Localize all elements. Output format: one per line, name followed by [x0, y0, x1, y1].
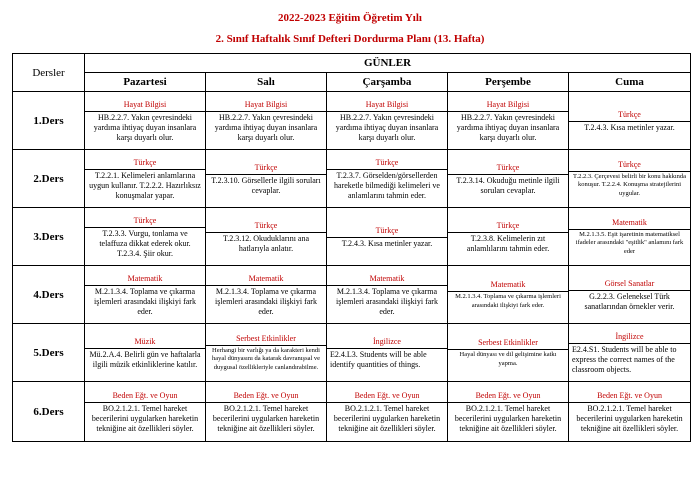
- plan-cell: [569, 382, 691, 442]
- plan-cell: [327, 150, 448, 208]
- subject-label: Müzik: [85, 335, 205, 349]
- plan-cell: [206, 150, 327, 208]
- subject-label: Matematik: [327, 272, 447, 286]
- objective-text: T.2.3.14. Okuduğu metinle ilgili soruları cevaplar.: [456, 175, 560, 195]
- lesson-label: 3.Ders: [13, 208, 85, 266]
- day-header-wednesday: Çarşamba: [327, 73, 448, 92]
- subject-label: İngilizce: [327, 335, 447, 349]
- plan-cell: [327, 208, 448, 266]
- plan-cell: [569, 208, 691, 266]
- objective-text: M.2.1.3.5. Eşit işaretinin matematiksel ifadeler arasındaki "eşitlik" anlamını fark eder: [575, 230, 684, 255]
- plan-cell: [327, 92, 448, 150]
- objective-text: T.2.2.3. Çerçevesi belirli bir konu hakkında konuşur. T.2.2.4. Konuşma stratejilerini uygular.: [572, 172, 687, 197]
- lesson-row-3: [13, 208, 691, 266]
- objective-text: Hayal dünyası ve dil gelişimine katkı yapma.: [459, 351, 557, 367]
- plan-cell: [206, 324, 327, 382]
- objective-text: BO.2.1.2.1. Temel hareket becerilerini uygularken hareketin tekniğine ait özellikleri söyler.: [576, 403, 683, 433]
- subject-label: Hayat Bilgisi: [206, 98, 326, 112]
- objective-text: HB.2.2.7. Yakın çevresindeki yardıma ihtiyaç duyan insanlara karşı duyarlı olur.: [456, 112, 560, 142]
- objective-text: BO.2.1.2.1. Temel hareket becerilerini uygularken hareketin tekniğine ait özellikleri söyler.: [333, 403, 441, 433]
- plan-cell: [448, 150, 569, 208]
- subject-label: Beden Eğt. ve Oyun: [206, 389, 326, 403]
- subject-label: Türkçe: [327, 224, 447, 238]
- lesson-row-2: [13, 150, 691, 208]
- plan-cell: [448, 324, 569, 382]
- plan-cell: [85, 150, 206, 208]
- objective-text: T.2.4.3. Kısa metinler yazar.: [584, 122, 675, 132]
- subject-label: Matematik: [85, 272, 205, 286]
- lesson-row-5: [13, 324, 691, 382]
- objective-text: E2.4.L3. Students will be able identify quantities of things.: [330, 349, 427, 369]
- subject-label: Serbest Etkinlikler: [448, 336, 568, 350]
- subject-label: İngilizce: [569, 330, 690, 344]
- day-header-tuesday: Salı: [206, 73, 327, 92]
- objective-text: Mü.2.A.4. Belirli gün ve haftalarla ilgili müzik etkinliklerine katılır.: [89, 349, 201, 369]
- subject-label: Beden Eğt. ve Oyun: [327, 389, 447, 403]
- day-header-friday: Cuma: [569, 73, 691, 92]
- plan-cell: [327, 266, 448, 324]
- plan-cell: [569, 266, 691, 324]
- subject-label: Türkçe: [85, 156, 205, 170]
- objective-text: Herhangi bir varlığı ya da karakteri kendi hayal dünyasını da katarak davranışsal ve duygusal özellikleriyle canlandırabilme.: [211, 346, 321, 371]
- objective-text: BO.2.1.2.1. Temel hareket becerilerini uygularken hareketin tekniğine ait özellikleri söyler.: [212, 403, 320, 433]
- lesson-row-1: [13, 92, 691, 150]
- plan-cell: [85, 266, 206, 324]
- subject-label: Türkçe: [206, 161, 326, 175]
- day-header-monday: Pazartesi: [85, 73, 206, 92]
- subject-label: Türkçe: [569, 158, 690, 172]
- objective-text: G.2.2.3. Geleneksel Türk sanatlarından örnekler verir.: [584, 291, 675, 311]
- plan-cell: [206, 382, 327, 442]
- plan-cell: [327, 382, 448, 442]
- plan-cell: [206, 92, 327, 150]
- plan-cell: [448, 266, 569, 324]
- subject-label: Hayat Bilgisi: [448, 98, 568, 112]
- gunler-header: GÜNLER: [85, 54, 691, 73]
- subject-label: Matematik: [448, 278, 568, 292]
- lesson-label: 6.Ders: [13, 382, 85, 442]
- plan-cell: [206, 266, 327, 324]
- objective-text: M.2.1.3.4. Toplama ve çıkarma işlemleri arasındaki ilişkiyi fark eder.: [336, 286, 438, 316]
- objective-text: T.2.4.3. Kısa metinler yazar.: [341, 238, 433, 248]
- subject-label: Türkçe: [569, 108, 690, 122]
- plan-cell: [85, 382, 206, 442]
- objective-text: T.2.3.7. Görselden/görsellerden hareketle bilmediği kelimeleri ve anlamlarını tahmin eder.: [334, 170, 440, 200]
- lesson-label: 5.Ders: [13, 324, 85, 382]
- lesson-row-4: [13, 266, 691, 324]
- subject-label: Türkçe: [206, 219, 326, 233]
- subject-label: Türkçe: [327, 156, 447, 170]
- weekly-plan-table: [12, 53, 691, 442]
- subject-label: Türkçe: [448, 219, 568, 233]
- subject-label: Türkçe: [85, 214, 205, 228]
- objective-text: M.2.1.3.4. Toplama ve çıkarma işlemleri arasındaki ilişkiyi fark eder.: [94, 286, 196, 316]
- objective-text: BO.2.1.2.1. Temel hareket becerilerini uygularken hareketin tekniğine ait özellikleri söyler.: [91, 403, 199, 433]
- plan-cell: [85, 92, 206, 150]
- subject-label: Hayat Bilgisi: [327, 98, 447, 112]
- plan-cell: [569, 324, 691, 382]
- day-header-thursday: Perşembe: [448, 73, 569, 92]
- objective-text: M.2.1.3.4. Toplama ve çıkarma işlemleri arasındaki ilişkiyi fark eder.: [215, 286, 317, 316]
- plan-cell: [448, 92, 569, 150]
- subject-label: Matematik: [206, 272, 326, 286]
- plan-cell: [569, 150, 691, 208]
- dersler-header: Dersler: [13, 54, 85, 92]
- objective-text: T.2.3.3. Vurgu, tonlama ve telaffuza dikkat ederek okur. T.2.3.4. Şiir okur.: [99, 228, 191, 258]
- lesson-label: 2.Ders: [13, 150, 85, 208]
- subject-label: Beden Eğt. ve Oyun: [448, 389, 568, 403]
- objective-text: BO.2.1.2.1. Temel hareket becerilerini uygularken hareketin tekniğine ait özellikleri söyler.: [454, 403, 562, 433]
- objective-text: T.2.3.12. Okuduklarını ana hatlarıyla anlatır.: [222, 233, 310, 253]
- plan-cell: [327, 324, 448, 382]
- plan-cell: [448, 382, 569, 442]
- lesson-label: 4.Ders: [13, 266, 85, 324]
- lesson-row-6: [13, 382, 691, 442]
- objective-text: HB.2.2.7. Yakın çevresindeki yardıma ihtiyaç duyan insanlara karşı duyarlı olur.: [214, 112, 318, 142]
- objective-text: T.2.2.1. Kelimeleri anlamlarına uygun kullanır. T.2.2.2. Hazırlıksız konuşmalar yapar.: [89, 170, 201, 200]
- objective-text: T.2.3.10. Görsellerle ilgili soruları cevaplar.: [211, 175, 321, 195]
- objective-text: HB.2.2.7. Yakın çevresindeki yardıma ihtiyaç duyan insanlara karşı duyarlı olur.: [93, 112, 197, 142]
- objective-text: M.2.1.3.4. Toplama ve çıkarma işlemleri arasındaki ilişkiyi fark eder.: [455, 293, 561, 309]
- lesson-label: 1.Ders: [13, 92, 85, 150]
- subject-label: Serbest Etkinlikler: [206, 332, 326, 346]
- plan-cell: [569, 92, 691, 150]
- objective-text: E2.4.S1. Students will be able to express the correct names of the classroom objects.: [572, 344, 677, 374]
- subject-label: Görsel Sanatlar: [569, 277, 690, 291]
- plan-cell: [85, 208, 206, 266]
- objective-text: HB.2.2.7. Yakın çevresindeki yardıma ihtiyaç duyan insanlara karşı duyarlı olur.: [335, 112, 439, 142]
- subject-label: Hayat Bilgisi: [85, 98, 205, 112]
- subject-label: Beden Eğt. ve Oyun: [569, 389, 690, 403]
- document-title-plan: 2. Sınıf Haftalık Sınıf Defteri Dordurma Planı (13. Hafta): [215, 33, 485, 45]
- plan-cell: [448, 208, 569, 266]
- objective-text: T.2.3.8. Kelimelerin zıt anlamlılarını tahmin eder.: [466, 233, 550, 253]
- subject-label: Matematik: [569, 216, 690, 230]
- subject-label: Türkçe: [448, 161, 568, 175]
- document-title-year: 2022-2023 Eğitim Öğretim Yılı: [278, 12, 422, 24]
- plan-cell: [206, 208, 327, 266]
- subject-label: Beden Eğt. ve Oyun: [85, 389, 205, 403]
- plan-cell: [85, 324, 206, 382]
